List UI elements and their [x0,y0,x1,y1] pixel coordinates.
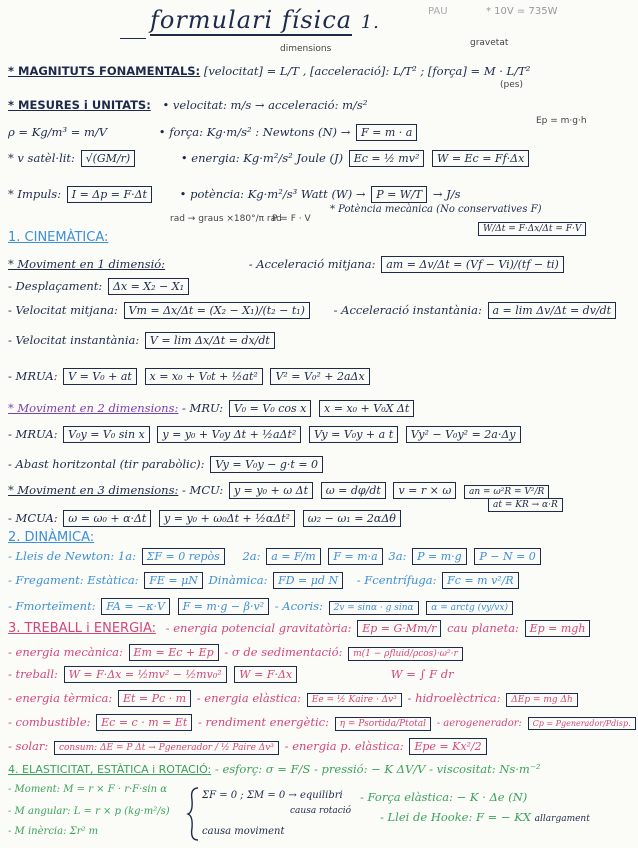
mcu-box-4: an = ω²R = V²/R [464,485,549,499]
mcu-box-5: at = KR → α·R [488,498,563,512]
brace-icon [186,786,200,842]
combustible-label: - combustible: [8,715,91,729]
v-satelit-box: √(GM/r) [81,150,136,167]
acc-mitjana-label: - Acceleració mitjana: [248,257,376,271]
fregament-box-1: FE = μN [144,572,203,589]
causa-moviment: causa moviment [202,826,285,837]
mcu-box-2: ω = dφ/dt [321,482,386,499]
forca-eq: • força: Kg·m/s² : Newtons (N) → [158,125,351,139]
hidro-label: - hidroelèctrica: [407,691,501,705]
mov1-row [8,256,566,273]
vel-mitjana-row [8,302,618,319]
pressio-eq: - pressió: − K ΔV/V [314,762,426,776]
mru-box-1: V₀ = V₀ cos x [229,400,312,417]
termica-label: - energia tèrmica: [8,691,113,705]
aerog-box: Cp = Pgenerador/Pdisp. [528,717,636,730]
mov1-label: * Moviment en 1 dimensió: [8,257,166,271]
mrua2-row [8,426,523,443]
top-note: * 10V = 735W [486,6,558,17]
causa-rotacio: causa rotació [290,806,352,816]
w-integral: W = ∫ F dr [390,667,454,681]
mcua-box-1: ω = ω₀ + α·Δt [63,510,151,527]
mrua-box-3: V² = V₀² + 2aΔx [270,368,369,385]
cau-planeta-box: Ep = mgh [525,620,591,637]
acoris-box-1: 2v = sinα · g sinα [329,601,419,615]
energia-eq: • energia: Kg·m²/s² Joule (J) [180,151,344,165]
mrua2-box-4: Vy² − V₀y² = 2a·Δy [406,426,521,443]
solar-row [8,738,489,755]
mesures-row [8,98,367,112]
ep-note: Ep = m·g·h [536,116,587,126]
viscositat-eq: - viscositat: Ns·m⁻² [429,762,541,776]
mov2-label: * Moviment en 2 dimensions: [8,401,179,415]
lleis-box-3: F = m·a [328,548,382,565]
sheet-code: PAU [428,6,448,17]
lleis-3a: 3a: [388,549,407,563]
combustible-box: Ec = c · m = Et [96,714,192,731]
dimensions-note: dimensions [280,44,332,54]
m-inercia-row [8,826,98,837]
moment-row [8,784,167,795]
sedimentacio-box: m(1 − ρfluid/ρcos)·ω²·r [348,647,463,661]
mecanica-label: - energia mecànica: [8,645,123,659]
title-text: formulari física [150,6,353,34]
rad-note: rad → graus ×180°/π rad [170,214,282,224]
desplac-row [8,278,191,295]
impuls-label: * Impuls: [8,187,62,201]
mcu-box-3: v = r × ω [393,482,456,499]
treball-label: - treball: [8,667,58,681]
energia-box-2: W = Ec = Ff·Δx [432,150,529,167]
pot-mec-row [330,204,541,215]
amortiment-box-2: F = m·g − β·v² [178,598,270,615]
impuls-row [8,186,461,203]
mecanica-row [8,644,465,661]
treball-box-2: W = F·Δx [234,666,297,683]
magnituds-label: * MAGNITUTS FONAMENTALS: [8,64,201,78]
mcu-at-row [486,496,565,512]
ep-elast-box: Epe = Kx²/2 [409,738,486,755]
acc-mitjana-box: am = Δv/Δt = (Vf − Vi)/(tf − ti) [381,256,564,273]
m-angular-eq: - M angular: L = r × p (kg·m²/s) [8,806,170,817]
title-rule [120,38,146,39]
mov3-row [8,482,551,499]
mcua-box-2: y = y₀ + ω₀Δt + ½αΔt² [159,510,295,527]
pes-note: (pes) [500,80,523,90]
gravetat-note: gravetat [470,38,509,48]
dinamica-label: Dinàmica: [208,573,268,587]
lleis-box-4: P = m·g [412,548,467,565]
lleis-box-5: P − N = 0 [474,548,540,565]
vel-mitjana-label: - Velocitat mitjana: [8,303,118,317]
elasticitat-heading: 4. ELASTICITAT, ESTÀTICA i ROTACIÓ: [8,763,212,776]
mrua-row [8,368,372,385]
amortiment-box-1: FA = −κ·V [101,598,170,615]
fregament-label: - Fregament: Estàtica: [8,573,139,587]
mcua-label: - MCUA: [8,511,58,525]
treball-heading: 3. TREBALL i ENERGIA: [8,621,157,636]
mrua-box-2: x = x₀ + V₀t + ½at² [145,368,263,385]
mcua-row [8,510,403,527]
mrua2-box-1: V₀y = V₀ sin x [63,426,150,443]
elastica-box: Ee = ½ Kaire · Δv³ [307,693,402,707]
mcua-box-3: ω₂ − ω₁ = 2αΔθ [303,510,401,527]
pot-mec-label: * Potència mecànica (No conservatives F) [330,204,542,215]
acoris-label: - Acoris: [274,599,323,613]
ep-elast-label: - energia p. elàstica: [284,739,404,753]
centrifuga-box: Fc = m v²/R [442,572,519,589]
termica-box: Et = Pc · m [118,690,191,707]
lleis-box-2: a = F/m [266,548,321,565]
vel-inst-box: V = lim Δx/Δt = dx/dt [145,332,275,349]
magnituds-row [8,64,530,78]
mru-box-2: x = x₀ + V₀X Δt [319,400,414,417]
hooke-eq: - Llei de Hooke: F = − KX [380,810,531,824]
combustible-row [8,714,638,731]
cinematica-heading: 1. CINEMÀTICA: [8,230,109,245]
mesures-label: * MESURES i UNITATS: [8,98,151,112]
elasticitat-row [8,762,541,776]
causa-rotacio-row [290,806,351,816]
m-inercia-eq: - M inèrcia: Σr² m [8,826,99,837]
amortiment-label: - Fmorteïment: [8,599,96,613]
moment-eq: - Moment: M = r × F · r·F·sin α [8,784,167,795]
termica-row [8,690,580,707]
dinamica-heading: 2. DINÀMICA: [8,530,95,545]
mcu-box-1: y = y₀ + ω Δt [229,482,313,499]
abast-label: - Abast horitzontal (tir parabòlic): [8,457,205,471]
allargament-note: allargament [534,814,590,824]
pot-mec-box: W/Δt = F·Δx/Δt = F·V [478,222,586,236]
pot-mec-box-row [476,220,588,236]
hooke-row [380,810,590,824]
ep-grav-box: Ep = G·Mm/r [357,620,441,637]
fregament-box-2: FD = μd N [273,572,343,589]
lleis-2a: 2a: [242,549,261,563]
rendiment-label: - rendiment energètic: [197,715,329,729]
ep-grav-label: - energia potencial gravitatòria: [165,621,352,635]
magnituds-eq: [velocitat] = L/T , [acceleració]: L/T² ; [força] = M · L/T² [203,64,531,78]
abast-row [8,456,325,473]
acc-inst-box: a = lim Δv/Δt = dv/dt [488,302,617,319]
hidro-box: ΔEp = mg Δh [506,693,578,707]
amortiment-row [8,598,515,615]
m-angular-row [8,806,170,817]
abast-box: Vy = V₀y − g·t = 0 [210,456,323,473]
potencia-tail: → J/s [432,187,461,201]
desplac-box: Δx = X₂ − X₁ [108,278,189,295]
v-satelit-label: * v satèl·lit: [8,151,75,165]
lleis-row [8,548,543,565]
vel-inst-row [8,332,277,349]
mov3-label: * Moviment en 3 dimensions: [8,483,179,497]
solar-box: consum: ΔE = P Δt → Pgenerador / ½ Paire Δv³ [54,741,279,755]
treball-row [8,666,454,683]
desplac-label: - Desplaçament: [8,279,103,293]
equilibri-row [202,790,343,801]
vel-mitjana-box: Vm = Δx/Δt = (X₂ − X₁)/(t₂ − t₁) [124,302,310,319]
solar-label: - solar: [8,739,49,753]
forca-elastica-eq: - Força elàstica: − K · Δe (N) [360,790,528,804]
treball-box-1: W = F·Δx = ½mv² − ½mv₀² [64,666,227,683]
sedimentacio-label: - σ de sedimentació: [224,645,343,659]
title-number: 1. [360,12,380,33]
page-title [150,6,380,34]
mrua-label: - MRUA: [8,369,58,383]
impuls-box: I = Δp = F·Δt [67,186,152,203]
forca-elastica-row [360,790,527,804]
cau-planeta-label: cau planeta: [447,621,519,635]
esforc-eq: - esforç: σ = F/S [214,762,311,776]
forca-box: F = m · a [356,124,417,141]
mru-label: - MRU: [182,401,224,415]
acoris-box-2: α = arctg (vy/vx) [426,601,513,615]
aerog-label: - aerogenerador: [436,718,522,729]
lleis-box-1: ΣF = 0 repòs [142,548,225,565]
potencia-box: P = W/T [371,186,427,203]
elastica-label: - energia elàstica: [196,691,302,705]
mecanica-box: Em = Ec + Ep [129,644,219,661]
acc-inst-label: - Acceleració instantània: [333,303,482,317]
energia-row [8,150,531,167]
vel-inst-label: - Velocitat instantània: [8,333,140,347]
mrua-box-1: V = V₀ + at [63,368,137,385]
energia-box-1: Ec = ½ mv² [349,150,425,167]
densitat-eq: ρ = Kg/m³ = m/V [8,125,108,139]
centrifuga-label: - Fcentrífuga: [356,573,437,587]
p-note: P = F · V [272,214,311,224]
mrua2-label: - MRUA: [8,427,58,441]
mov2-row [8,400,416,417]
densitat-row [8,124,419,141]
treball-heading-row [8,620,592,637]
velocitat-eq: • velocitat: m/s → acceleració: m/s² [162,98,368,112]
mcu-label: - MCU: [182,483,224,497]
equilibri-eq: ΣF = 0 ; ΣM = 0 → equilibri [202,790,343,801]
mrua2-box-3: Vy = V₀y + a t [309,426,398,443]
causa-moviment-row [202,826,285,837]
fregament-row [8,572,521,589]
rendiment-box: η = Psortida/Ptotal [335,717,431,731]
mrua2-box-2: y = y₀ + V₀y Δt + ½aΔt² [157,426,301,443]
lleis-label: - Lleis de Newton: 1a: [8,549,136,563]
potencia-eq: • potència: Kg·m²/s³ Watt (W) → [179,187,366,201]
